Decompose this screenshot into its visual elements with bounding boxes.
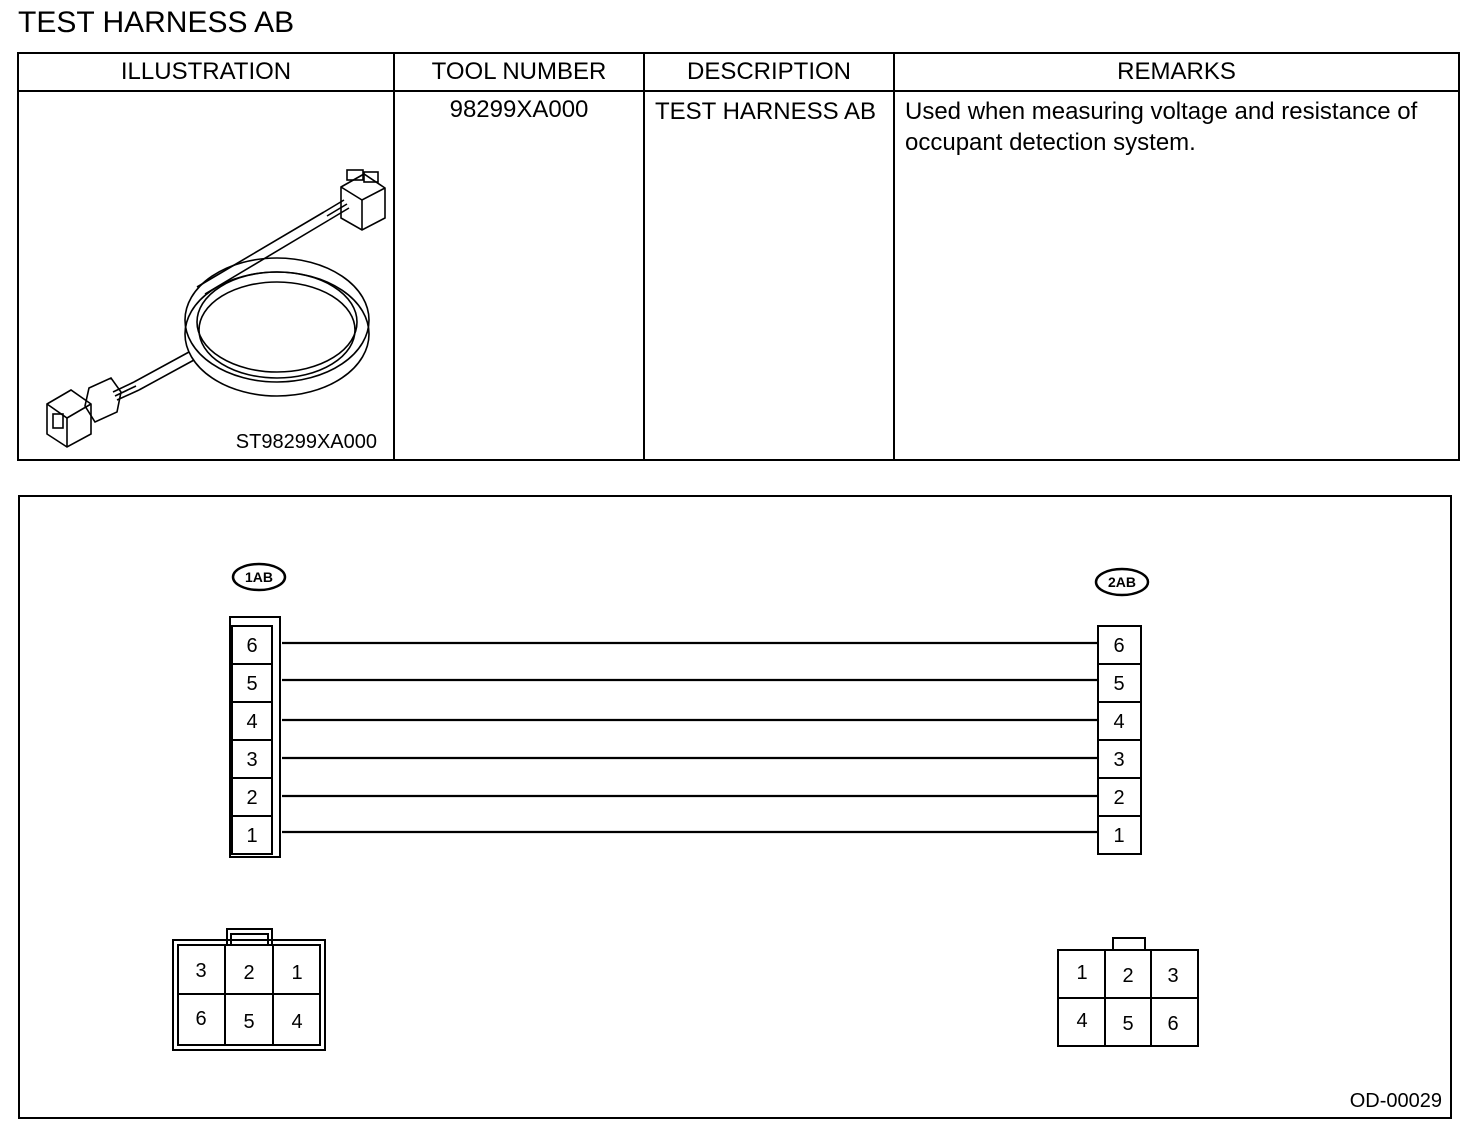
header-tool-number: TOOL NUMBER xyxy=(394,53,644,91)
description-cell: TEST HARNESS AB xyxy=(644,91,894,460)
svg-text:5: 5 xyxy=(243,1011,255,1033)
svg-text:6: 6 xyxy=(1113,635,1125,657)
svg-text:4: 4 xyxy=(291,1011,303,1033)
svg-text:4: 4 xyxy=(1076,1010,1088,1032)
header-description: DESCRIPTION xyxy=(644,53,894,91)
svg-text:2: 2 xyxy=(243,962,255,984)
wiring-diagram xyxy=(18,495,1452,1119)
harness-wires xyxy=(282,643,1098,832)
header-remarks: REMARKS xyxy=(894,53,1459,91)
svg-text:3: 3 xyxy=(1167,965,1179,987)
svg-text:2AB: 2AB xyxy=(1107,574,1137,590)
svg-text:4: 4 xyxy=(246,711,258,733)
illustration-cell xyxy=(18,91,394,460)
special-tool-table xyxy=(17,52,1460,461)
svg-text:5: 5 xyxy=(1113,673,1125,695)
figure-code: OD-00029 xyxy=(1349,1090,1442,1112)
svg-text:3: 3 xyxy=(195,960,207,982)
table-row xyxy=(18,91,1459,460)
table-header-row xyxy=(18,53,1459,91)
svg-text:6: 6 xyxy=(246,635,258,657)
svg-text:4: 4 xyxy=(1113,711,1125,733)
connector-label-1ab xyxy=(233,564,285,590)
svg-text:1: 1 xyxy=(1113,825,1125,847)
svg-text:1: 1 xyxy=(246,825,258,847)
svg-text:2: 2 xyxy=(246,787,258,809)
harness-illustration xyxy=(19,92,395,458)
svg-text:2: 2 xyxy=(1122,965,1134,987)
svg-text:3: 3 xyxy=(246,749,258,771)
svg-text:1: 1 xyxy=(291,962,303,984)
remarks-cell: Used when measuring voltage and resistance of occupant detection system. xyxy=(894,91,1459,460)
svg-text:5: 5 xyxy=(246,673,258,695)
connector-label-2ab xyxy=(1096,569,1148,595)
svg-text:1AB: 1AB xyxy=(244,569,274,585)
header-illustration: ILLUSTRATION xyxy=(18,53,394,91)
wiring-diagram-canvas xyxy=(20,497,1454,1121)
svg-text:6: 6 xyxy=(1167,1013,1179,1035)
tool-number-cell: 98299XA000 xyxy=(394,91,644,460)
svg-text:3: 3 xyxy=(1113,749,1125,771)
face-1ab-pin-labels xyxy=(195,960,302,1033)
illustration-code: ST98299XA000 xyxy=(235,431,377,453)
page-title: TEST HARNESS AB xyxy=(18,6,295,39)
svg-text:1: 1 xyxy=(1076,962,1088,984)
svg-text:6: 6 xyxy=(195,1008,207,1030)
svg-text:2: 2 xyxy=(1113,787,1125,809)
svg-text:5: 5 xyxy=(1122,1013,1134,1035)
